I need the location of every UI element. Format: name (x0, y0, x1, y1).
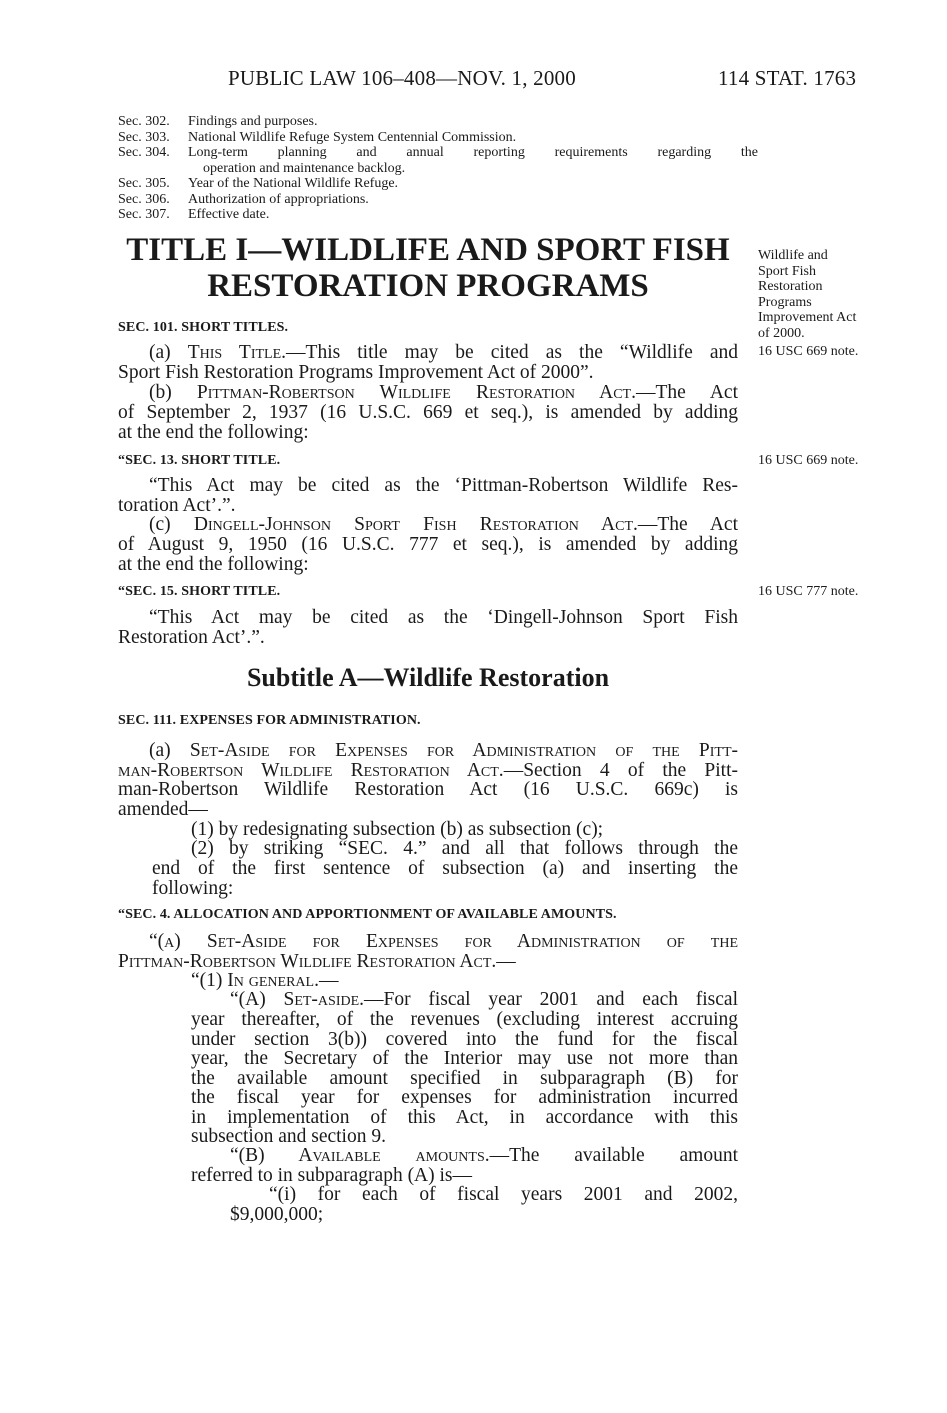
toc-entry (118, 130, 758, 146)
paragraph-2-line-2: end of the first sentence of subsection (a) and inserting the (152, 858, 738, 879)
toc-number: Sec. 303. (118, 129, 170, 145)
quoted-text-line-1: “This Act may be cited as the ‘Pittman-Robertson Wildlife Res- (149, 475, 738, 496)
subparagraph-B-line-1 (230, 1146, 738, 1166)
margin-note-line: of 2000. (758, 325, 805, 341)
subparagraph-A-line-7: in implementation of this Act, in accordance with this (191, 1107, 738, 1128)
subparagraph-A-line-2: year thereafter, of the revenues (excluding interest accruing (191, 1009, 738, 1030)
subparagraph-text: —The available amount (489, 1145, 738, 1166)
section-heading: SEC. 111. EXPENSES FOR ADMINISTRATION. (118, 713, 421, 728)
subsection-caption: Set-Aside for Expenses for Administration of the Pitt- (189, 740, 738, 761)
toc-number: Sec. 305. (118, 176, 170, 191)
clause-i-line-1: “(i) for each of fiscal years 2001 and 2002, (269, 1184, 738, 1205)
margin-note-usc: 16 USC 669 note. (758, 344, 859, 359)
margin-note-line: Programs (758, 294, 812, 310)
quoted-subsection-a-line-2: Pittman-Robertson Wildlife Restoration Act.— (118, 951, 516, 972)
title-heading (118, 232, 738, 304)
margin-note-usc: 16 USC 669 note. (758, 453, 859, 468)
subtitle-heading: Subtitle A—Wildlife Restoration (246, 663, 610, 692)
margin-note-line: Improvement Act (758, 310, 857, 325)
quoted-section-heading: “SEC. 13. SHORT TITLE. (118, 453, 281, 468)
subsection-label: (a) (149, 740, 171, 761)
margin-note-line: Restoration (758, 279, 823, 294)
toc-text: operation and maintenance backlog. (203, 160, 406, 176)
subsection-label: (c) (149, 514, 171, 535)
margin-note-line: Sport Fish (758, 263, 816, 279)
subsection-a-line-4: amended— (118, 799, 208, 820)
subsection-a-line-1 (118, 741, 738, 761)
toc-number: Sec. 307. (118, 207, 170, 222)
toc-text: Authorization of appropriations. (188, 191, 369, 207)
subsection-c-line-3: at the end the following: (118, 554, 309, 575)
subsection-text: —This title may be cited as the “Wildlife and (286, 342, 739, 363)
subparagraph-B-line-2: referred to in subparagraph (A) is— (191, 1165, 473, 1186)
margin-note-usc: 16 USC 777 note. (758, 584, 859, 599)
clause-i-line-2: $9,000,000; (230, 1204, 324, 1225)
subsection-label: (b) (149, 382, 172, 403)
subsection-b-line-3: at the end the following: (118, 422, 309, 443)
subsection-caption: This Title. (187, 342, 287, 363)
subsection-a-line-1 (118, 343, 738, 363)
toc-entry (118, 176, 758, 192)
subsection-caption: Pittman-Robertson Wildlife Restoration Act. (196, 382, 636, 403)
subparagraph-A-line-6: the fiscal year for expenses for administration incurred (191, 1087, 738, 1108)
toc-number (118, 161, 188, 177)
toc-entry (118, 145, 758, 161)
toc-entry-continuation (118, 161, 758, 177)
margin-note-act-name (758, 248, 856, 341)
paragraph-1: (1) by redesignating subsection (b) as subsection (c); (191, 819, 604, 840)
title-heading-line-2: RESTORATION PROGRAMS (207, 268, 649, 304)
subparagraph-A-line-3: under section 3(b)) covered into the fund for the fiscal (191, 1029, 738, 1050)
toc-text: Findings and purposes. (188, 114, 318, 129)
subparagraph-A-line-5: the available amount specified in subparagraph (B) for (191, 1068, 738, 1089)
subsection-b-line-1 (118, 383, 738, 403)
quoted-text-line-2: toration Act’.”. (118, 495, 236, 516)
subsection-c-line-2: of August 9, 1950 (16 U.S.C. 777 et seq.), is amended by adding (118, 534, 738, 555)
subsection-a-line-2 (118, 761, 738, 781)
paragraph-2-line-3: following: (152, 878, 234, 899)
quoted-text-line-2: Restoration Act’.”. (118, 627, 265, 648)
quoted-paragraph-1: “(1) In general.— (191, 970, 339, 991)
subparagraph-A-line-4: year, the Secretary of the Interior may use not more than (191, 1048, 738, 1069)
subsection-text: —The Act (635, 382, 739, 403)
paragraph-2-line-1: (2) by striking “SEC. 4.” and all that follows through the (191, 838, 738, 859)
quoted-text-line-1: “This Act may be cited as the ‘Dingell-Johnson Sport Fish (149, 607, 738, 628)
toc-number: Sec. 306. (118, 191, 170, 207)
running-header-title: PUBLIC LAW 106–408—NOV. 1, 2000 (228, 66, 576, 90)
title-heading-line-1: TITLE I—WILDLIFE AND SPORT FISH (126, 232, 730, 268)
subsection-a-line-3: man-Robertson Wildlife Restoration Act (16 U.S.C. 669c) is (118, 779, 738, 800)
toc-text: Long-term planning and annual reporting requirements regarding the (188, 145, 758, 160)
toc-text: Effective date. (188, 207, 270, 222)
subsection-caption: Dingell-Johnson Sport Fish Restoration Act. (193, 514, 638, 535)
margin-note-line: Wildlife and (758, 248, 828, 263)
subsection-label: (a) (149, 342, 171, 363)
toc-entry (118, 192, 758, 208)
toc-text: National Wildlife Refuge System Centennial Commission. (188, 129, 517, 145)
running-header-stat-page: 114 STAT. 1763 (718, 66, 857, 90)
subsection-a-line-2: Sport Fish Restoration Programs Improvement Act of 2000”. (118, 362, 594, 383)
subparagraph-A-line-1 (230, 990, 738, 1010)
toc-number: Sec. 302. (118, 114, 170, 129)
subparagraph-caption: “(A) Set-aside. (230, 989, 365, 1010)
quoted-section-heading: “SEC. 15. SHORT TITLE. (118, 584, 281, 599)
toc-number: Sec. 304. (118, 145, 170, 160)
subsection-c-line-1 (118, 515, 738, 535)
subsection-b-line-2: of September 2, 1937 (16 U.S.C. 669 et seq.), is amended by adding (118, 402, 738, 423)
toc-entry (118, 114, 758, 130)
quoted-subsection-a-line-1: “(a) Set-Aside for Expenses for Administration of the (149, 931, 738, 952)
subsection-caption: man-Robertson Wildlife Restoration Act. (118, 760, 504, 781)
subparagraph-A-line-8: subsection and section 9. (191, 1126, 386, 1147)
quoted-section-heading: “SEC. 4. ALLOCATION AND APPORTIONMENT OF AVAILABLE AMOUNTS. (118, 907, 617, 922)
subsection-text: —Section 4 of the Pitt- (503, 760, 738, 781)
subparagraph-caption: “(B) Available amounts. (230, 1145, 490, 1166)
subsection-text: —The Act (637, 514, 739, 535)
section-heading: SEC. 101. SHORT TITLES. (118, 320, 289, 335)
subparagraph-text: —For fiscal year 2001 and each fiscal (364, 989, 738, 1010)
toc-text: Year of the National Wildlife Refuge. (188, 176, 399, 191)
table-of-contents (118, 114, 758, 223)
toc-entry (118, 207, 758, 223)
